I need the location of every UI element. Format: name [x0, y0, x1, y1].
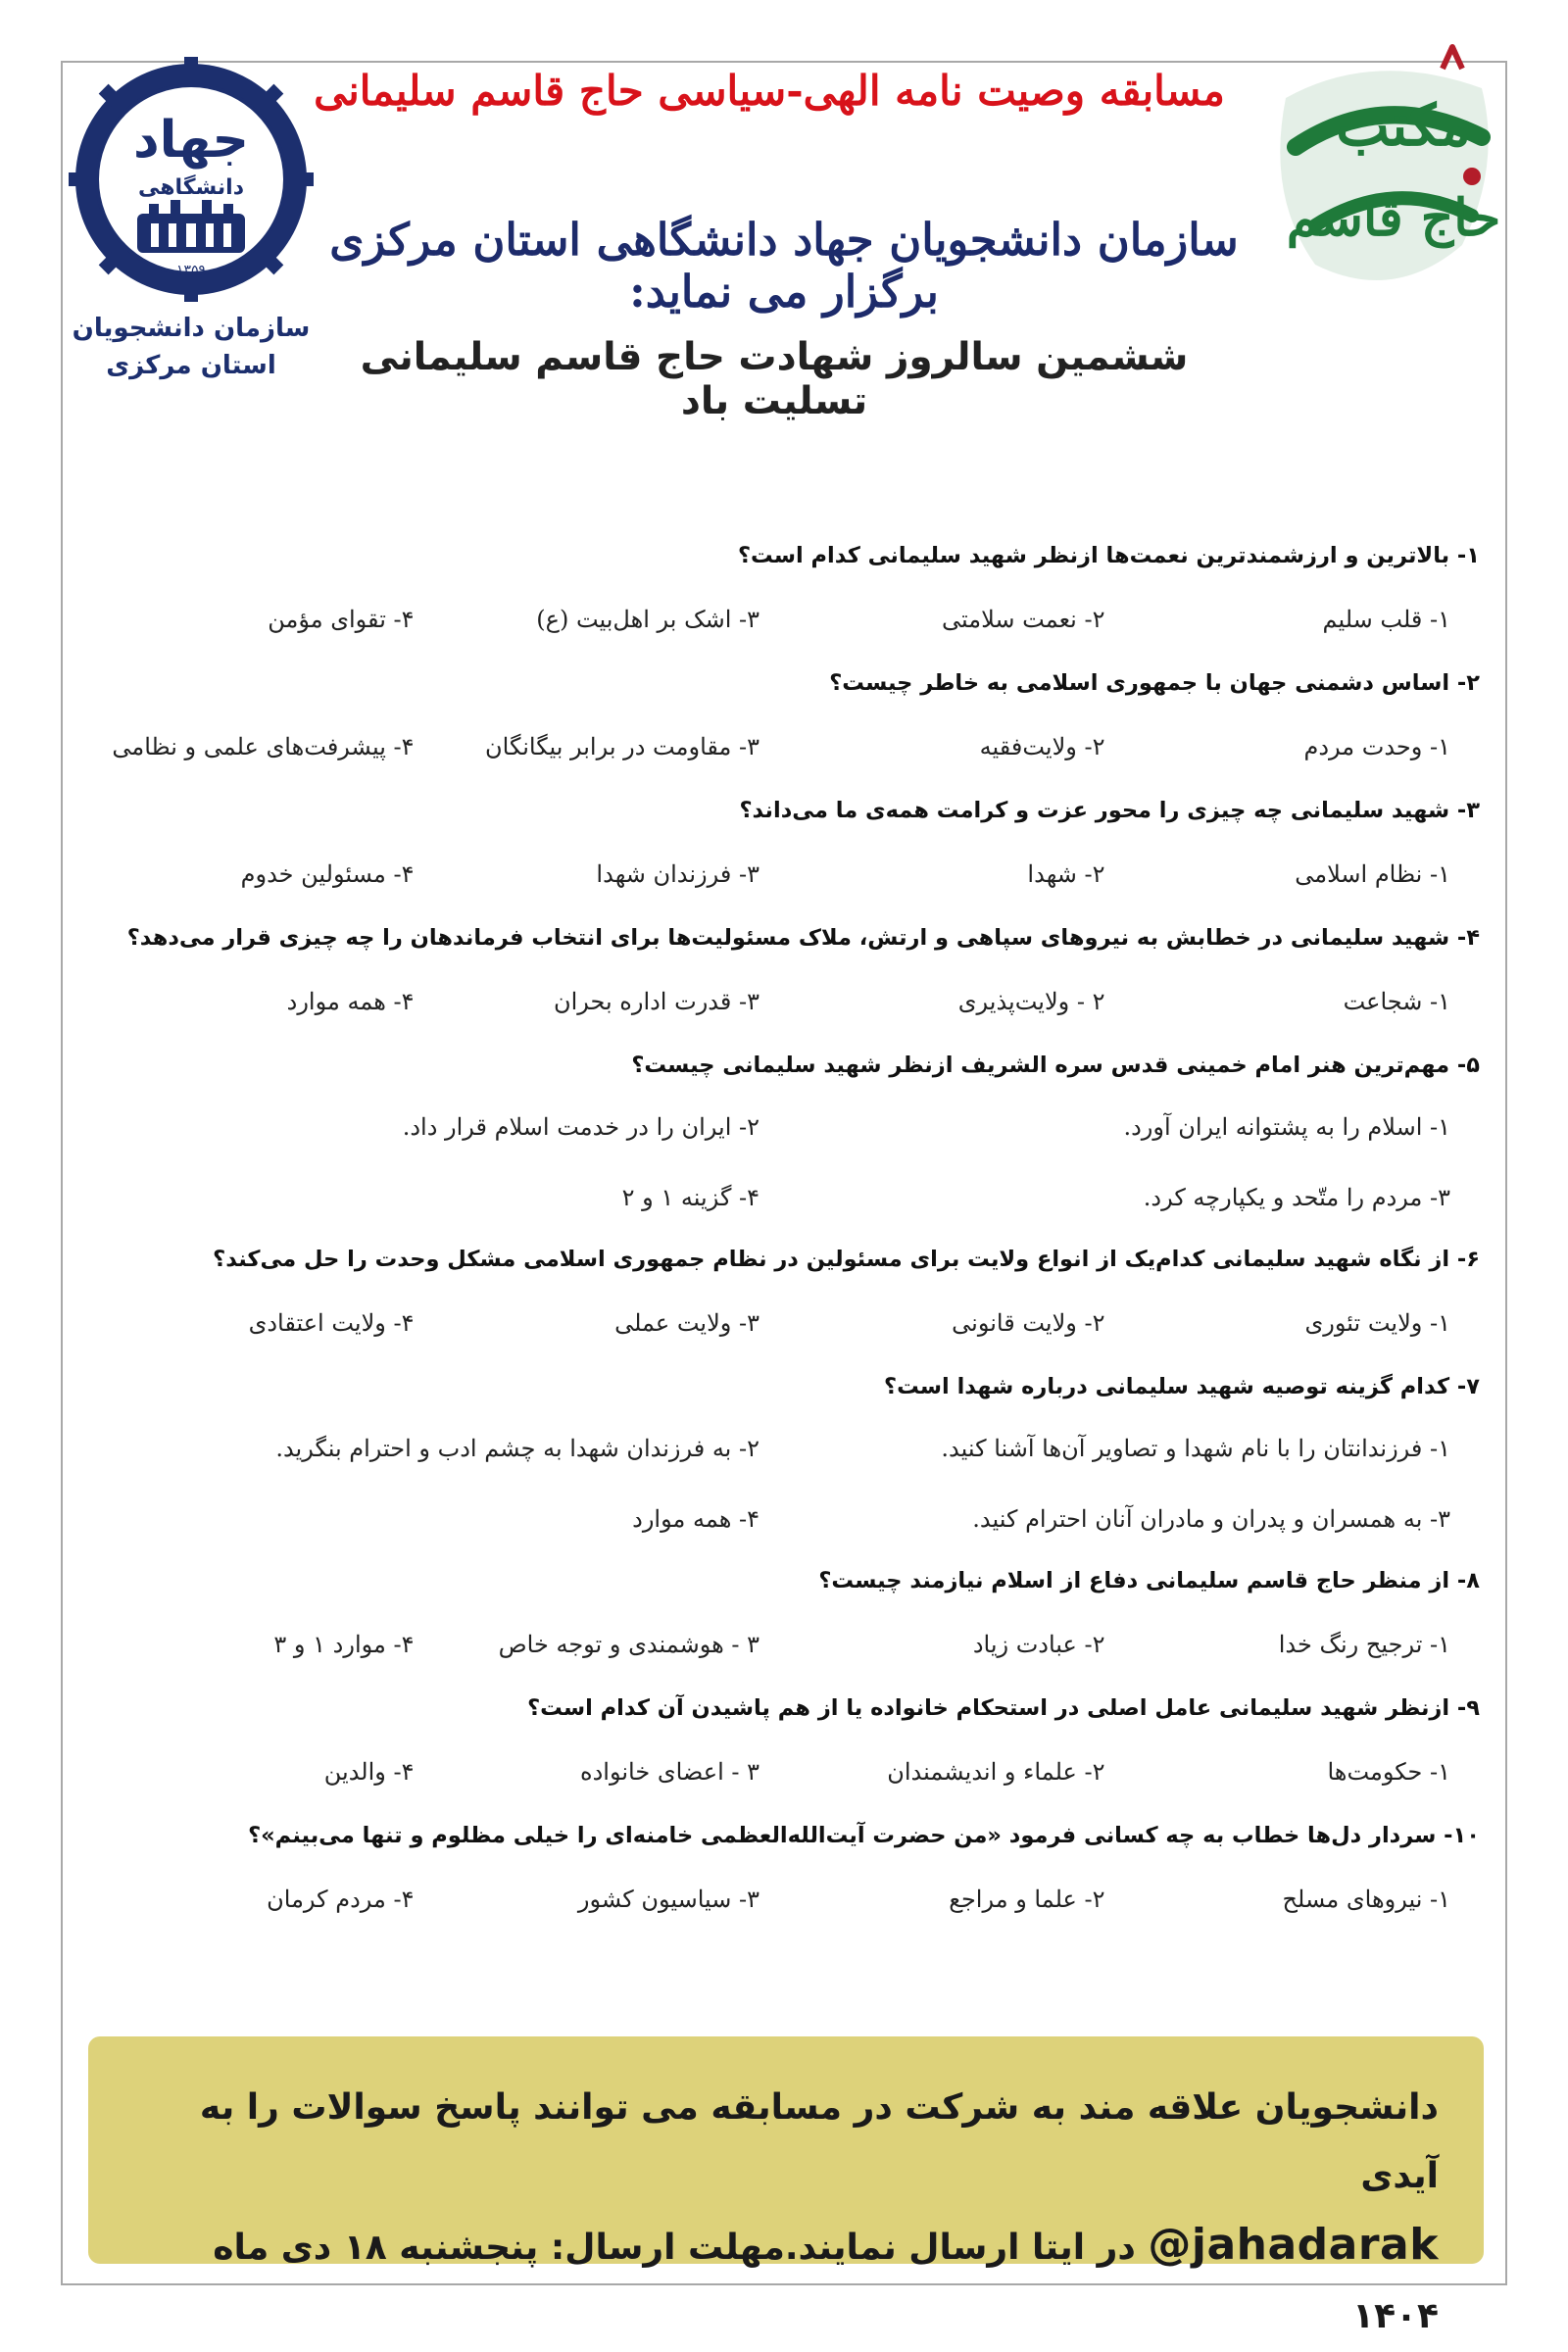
question-text: ۱۰- سردار دل‌ها خطاب به چه کسانی فرمود «من حضرت آیت‌الله‌العظمی خامنه‌ای را خیلی مظلوم و تنها می‌بینم»؟	[248, 1823, 1480, 1848]
notice-deadline: در ایتا ارسال نمایند.مهلت ارسال: پنجشنبه ۱۸ دی ماه ۱۴۰۴	[213, 2228, 1439, 2336]
option-3: ۳ - هوشمندی و توجه خاص	[498, 1631, 760, 1658]
options	[98, 1162, 1480, 1233]
question-10	[98, 1809, 1480, 1936]
question-4	[98, 911, 1480, 1039]
option-3: ۳- ولایت عملی	[614, 1309, 760, 1337]
logo-sub-word: دانشگاهی	[137, 175, 245, 200]
option-1: ۱- نظام اسلامی	[1295, 860, 1450, 888]
option-3: ۳- به همسران و پدران و مادران آنان احترام کنید.	[972, 1505, 1450, 1533]
option-4: ۴- مسئولین خدوم	[240, 860, 415, 888]
option-2: ۲- علماء و اندیشمندان	[887, 1758, 1105, 1786]
options	[98, 1607, 1480, 1682]
option-1: ۱- حکومت‌ها	[1327, 1758, 1450, 1786]
eitaa-id: @jahadarak	[1148, 2220, 1439, 2270]
contest-title: مسابقه وصیت نامه الهی-سیاسی حاج قاسم سلیمانی	[314, 67, 1225, 115]
organization-name	[69, 310, 314, 384]
question-3	[98, 784, 1480, 911]
options	[98, 1286, 1480, 1360]
option-1: ۱- قلب سلیم	[1322, 606, 1450, 633]
option-3: ۳- مردم را متّحد و یکپارچه کرد.	[1143, 1184, 1450, 1211]
option-1: ۱- ولایت تئوری	[1304, 1309, 1450, 1337]
question-5	[98, 1039, 1480, 1233]
option-1: ۱- ترجیح رنگ خدا	[1278, 1631, 1450, 1658]
question-text: ۹- ازنظر شهید سلیمانی عامل اصلی در استحکام خانواده یا از هم پاشیدن آن کدام است؟	[527, 1695, 1480, 1721]
options	[98, 1092, 1480, 1162]
option-2: ۲- شهدا	[1027, 860, 1105, 888]
logo-line-2: حاج قاسم	[1286, 188, 1501, 248]
logo-line-1: مکتب	[1336, 92, 1471, 159]
question-2	[98, 657, 1480, 784]
jahad-logo	[69, 57, 314, 400]
submission-notice	[88, 2036, 1484, 2336]
options	[98, 1413, 1480, 1484]
maktab-haj-qasem-logo	[1256, 29, 1513, 323]
option-2: ۲ - ولایت‌پذیری	[957, 988, 1105, 1015]
option-4: ۴- مردم کرمان	[267, 1886, 415, 1913]
option-3: ۳- قدرت اداره بحران	[553, 988, 760, 1015]
question-6	[98, 1233, 1480, 1360]
options	[98, 710, 1480, 784]
logo-year: ۱۳۵۹	[175, 263, 207, 278]
option-1: ۱- شجاعت	[1343, 988, 1450, 1015]
options	[98, 1862, 1480, 1936]
question-9	[98, 1682, 1480, 1809]
question-text: ۵- مهم‌ترین هنر امام خمینی قدس سره الشریف ازنظر شهید سلیمانی چیست؟	[631, 1053, 1480, 1078]
option-2: ۲- نعمت سلامتی	[942, 606, 1105, 633]
option-4: ۴- والدین	[323, 1758, 415, 1786]
option-3: ۳- سیاسیون کشور	[577, 1886, 760, 1913]
option-4: ۴- موارد ۱ و ۳	[273, 1631, 415, 1658]
option-2: ۲- عبادت زیاد	[972, 1631, 1105, 1658]
org-line-1: سازمان دانشجویان	[72, 314, 311, 343]
option-1: ۱- نیروهای مسلح	[1282, 1886, 1450, 1913]
option-2: ۲- ولایت قانونی	[952, 1309, 1105, 1337]
question-text: ۶- از نگاه شهید سلیمانی کدام‌یک از انواع ولایت برای مسئولین در نظام جمهوری اسلامی مشکل وحدت را حل می‌کند؟	[213, 1247, 1480, 1272]
option-4: ۴- پیشرفت‌های علمی و نظامی	[112, 733, 415, 760]
options	[98, 1484, 1480, 1554]
option-1: ۱- وحدت مردم	[1303, 733, 1450, 760]
notice-line-1: دانشجویان علاقه مند به شرکت در مسابقه می توانند پاسخ سوالات را به آیدی	[199, 2087, 1439, 2196]
option-3: ۳- اشک بر اهل‌بیت (ع)	[536, 606, 760, 633]
question-text: ۷- کدام گزینه توصیه شهید سلیمانی درباره شهدا است؟	[884, 1374, 1480, 1399]
question-text: ۸- از منظر حاج قاسم سلیمانی دفاع از اسلام نیازمند چیست؟	[818, 1568, 1480, 1593]
option-4: ۴- گزینه ۱ و ۲	[621, 1184, 760, 1211]
question-list	[98, 529, 1480, 1936]
option-4: ۴- همه موارد	[286, 988, 415, 1015]
option-1: ۱- اسلام را به پشتوانه ایران آورد.	[1123, 1113, 1450, 1141]
org-line-2: استان مرکزی	[106, 351, 276, 380]
option-3: ۳- فرزندان شهدا	[596, 860, 760, 888]
options	[98, 1735, 1480, 1809]
option-2: ۲- به فرزندان شهدا به چشم ادب و احترام بنگرید.	[275, 1435, 760, 1462]
organizer-line: سازمان دانشجویان جهاد دانشگاهی استان مرکزی برگزار می نماید:	[329, 214, 1239, 318]
options	[98, 964, 1480, 1039]
gear-emblem-icon	[69, 57, 314, 302]
question-text: ۴- شهید سلیمانی در خطابش به نیروهای سپاهی و ارتش، ملاک مسئولیت‌ها برای انتخاب فرماندهان را چه چیزی قرار می‌دهد؟	[126, 925, 1480, 951]
option-2: ۲- علما و مراجع	[949, 1886, 1105, 1913]
option-2: ۲- ولایت‌فقیه	[979, 733, 1105, 760]
question-1	[98, 529, 1480, 657]
option-3: ۳ - اعضای خانواده	[580, 1758, 760, 1786]
logo-main-word: جهاد	[132, 111, 250, 170]
question-text: ۳- شهید سلیمانی چه چیزی را محور عزت و کرامت همه‌ی ما می‌داند؟	[739, 798, 1480, 823]
option-3: ۳- مقاومت در برابر بیگانگان	[485, 733, 760, 760]
option-2: ۲- ایران را در خدمت اسلام قرار داد.	[402, 1113, 760, 1141]
question-7	[98, 1360, 1480, 1554]
options	[98, 582, 1480, 657]
condolence-line: ششمین سالروز شهادت حاج قاسم سلیمانی تسلیت باد	[360, 335, 1189, 423]
question-8	[98, 1554, 1480, 1682]
calligraphy-emblem-icon	[1256, 29, 1513, 323]
option-4: ۴- همه موارد	[632, 1505, 760, 1533]
option-4: ۴- ولایت اعتقادی	[248, 1309, 415, 1337]
question-text: ۱- بالاترین و ارزشمندترین نعمت‌ها ازنظر شهید سلیمانی کدام است؟	[737, 543, 1480, 568]
notice-line-2	[133, 2211, 1439, 2351]
question-text: ۲- اساس دشمنی جهان با جمهوری اسلامی به خاطر چیست؟	[829, 670, 1480, 696]
options	[98, 837, 1480, 911]
option-1: ۱- فرزندانتان را با نام شهدا و تصاویر آن‌ها آشنا کنید.	[941, 1435, 1450, 1462]
option-4: ۴- تقوای مؤمن	[268, 606, 415, 633]
